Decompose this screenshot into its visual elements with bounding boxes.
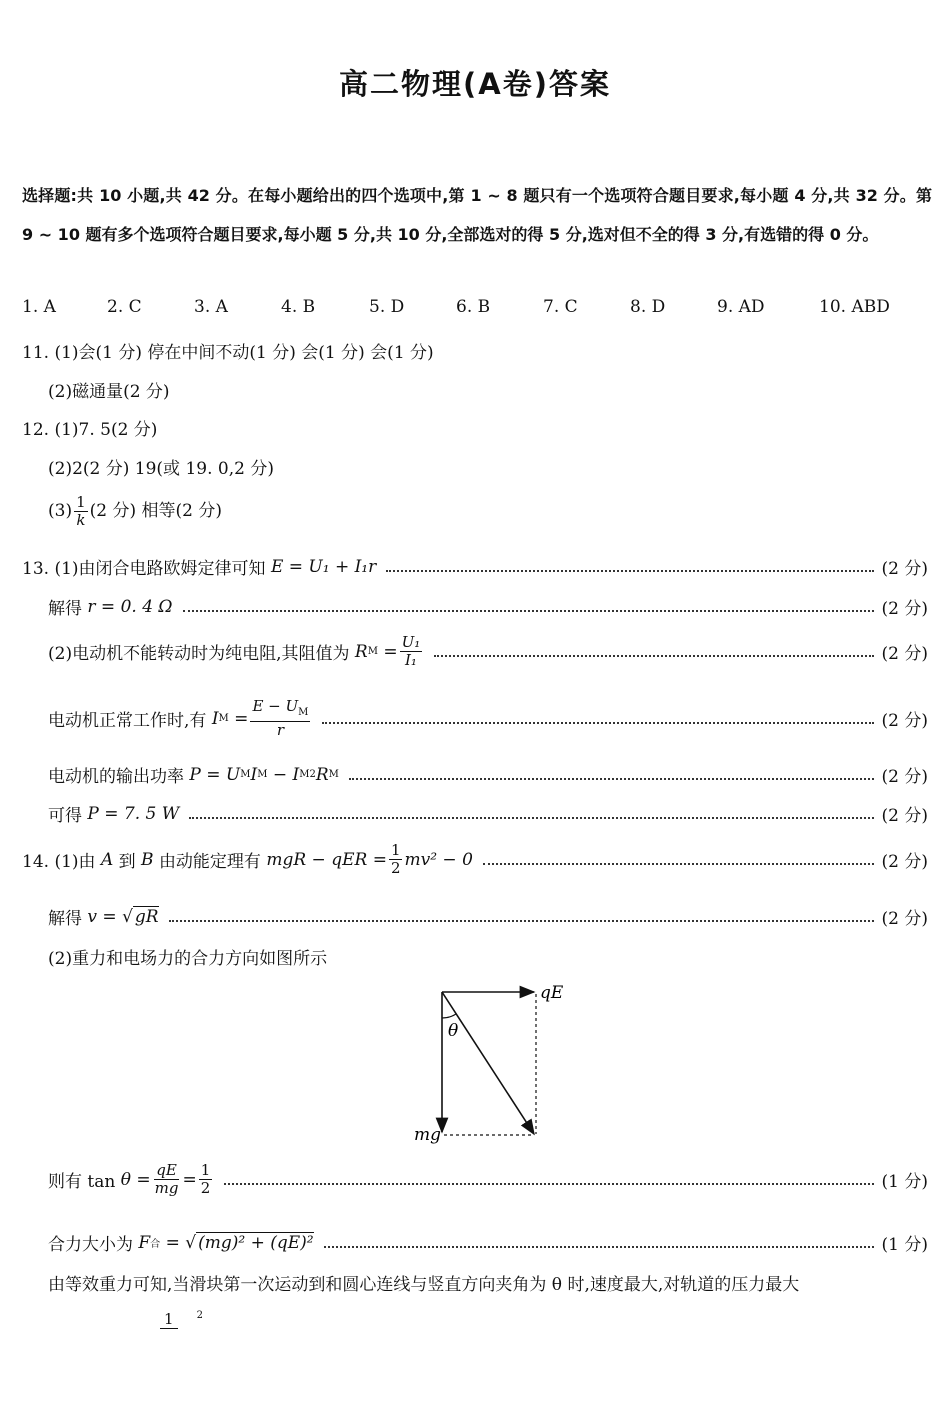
q12-line-1: 12. (1)7. 5(2 分): [22, 420, 158, 440]
mc-answer-5: 5. D: [369, 297, 405, 317]
q11-line-2: (2)磁通量(2 分): [48, 382, 170, 402]
q12-part3-text: (2 分) 相等(2 分): [89, 501, 223, 521]
q12-line-3: [48, 494, 222, 529]
mc-answer-6: 6. B: [456, 297, 491, 317]
mc-answer-7: 7. C: [543, 297, 578, 317]
q14-step-7-partial: 1 $^2$: [160, 1310, 203, 1328]
score: (2 分): [881, 559, 928, 579]
q14-step-6: 由等效重力可知,当滑块第一次运动到和圆心连线与竖直方向夹角为 θ 时,速度最大,对轨道的压力最大: [48, 1275, 800, 1295]
score: (2 分): [881, 599, 928, 619]
q14-step-3: (2)重力和电场力的合力方向如图所示: [48, 949, 328, 969]
q13-step-5: 电动机的输出功率 P = U M I M − I M 2 R M (2 分): [48, 762, 928, 787]
label-mg: mg: [414, 1125, 442, 1145]
score: (1 分): [881, 1235, 928, 1255]
q11-line-1: 11. (1)会(1 分) 停在中间不动(1 分) 会(1 分) 会(1 分): [22, 343, 434, 363]
mc-answer-10: 10. ABD: [819, 297, 890, 317]
q13-step-6: 可得 P = 7. 5 W (2 分): [48, 801, 928, 826]
q12-part3-label: (3): [48, 501, 73, 521]
mc-answer-4: 4. B: [281, 297, 316, 317]
mc-answer-8: 8. D: [630, 297, 666, 317]
score: (1 分): [881, 1172, 928, 1192]
q13-step-1: 13. (1)由闭合电路欧姆定律可知 E = U₁ + I₁r (2 分): [22, 554, 928, 579]
q12-line-2: (2)2(2 分) 19(或 19. 0,2 分): [48, 459, 274, 479]
label-theta: θ: [448, 1021, 459, 1041]
q14-step-2: 解得 v = √ gR (2 分): [48, 904, 928, 929]
multiple-choice-answers: [22, 297, 922, 323]
force-diagram: [400, 978, 580, 1148]
theta-arc: [442, 1014, 456, 1018]
score: (2 分): [881, 852, 928, 872]
page-title: 高二物理(A卷)答案: [339, 67, 611, 101]
mc-answer-9: 9. AD: [717, 297, 765, 317]
multiple-choice-instructions: 选择题:共 10 小题,共 42 分。在每小题给出的四个选项中,第 1 ~ 8 题只有一个选项符合题目要求,每小题 4 分,共 32 分。第 9 ~ 10 题有多个选项符合题目要求,每小题 5 分,共 10 分,全部选对的得 5 分,选对但不全的得 3 分,有选错的得 0 分。: [22, 186, 932, 244]
score: (2 分): [881, 909, 928, 929]
q13-step-3: (2)电动机不能转动时为纯电阻,其阻值为 R M = $\frac{\text{U₁}}{\text{I₁}}$ (2 分): [48, 633, 928, 669]
mc-answer-2: 2. C: [107, 297, 142, 317]
resultant-arrow: [442, 992, 534, 1134]
mc-answer-1: 1. A: [22, 297, 56, 317]
label-qE: qE: [540, 983, 564, 1003]
q13-step-4: 电动机正常工作时,有 I M = $\frac{E - U_M}{r}$ (2 分): [48, 697, 928, 739]
score: (2 分): [881, 767, 928, 787]
score: (2 分): [881, 806, 928, 826]
mc-answer-3: 3. A: [194, 297, 228, 317]
score: (2 分): [881, 644, 928, 664]
q12-fraction: $\frac{1}{k}$: [76, 493, 86, 529]
score: (2 分): [881, 711, 928, 731]
q14-step-5: 合力大小为 F 合 = √ (mg)² + (qE)² (1 分): [48, 1230, 928, 1255]
q13-step-2: 解得 r = 0. 4 Ω (2 分): [48, 594, 928, 619]
q14-step-4: 则有 tan θ = $\frac{qE}{mg}$ = $\frac{1}{2}$ (1 分): [48, 1161, 928, 1197]
q14-step-1: 14. (1)由 A 到 B 由动能定理有 mgR − qER = $\frac{1}{2}$ mv² − 0 (2 分): [22, 841, 928, 877]
